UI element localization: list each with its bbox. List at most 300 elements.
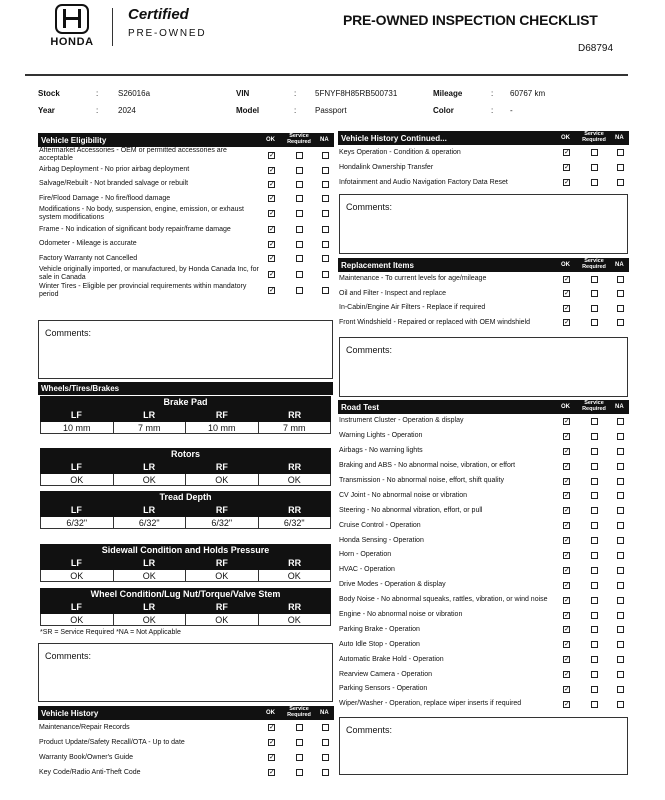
- na-checkbox[interactable]: [322, 271, 329, 278]
- na-checkbox[interactable]: [617, 418, 624, 425]
- vin-value: 5FNYF8H85RB500731: [315, 89, 398, 98]
- service-required-checkbox[interactable]: [591, 305, 598, 312]
- checklist-item-label: Drive Modes - Operation & display: [339, 581, 446, 589]
- ok-checkbox[interactable]: ✓: [564, 596, 570, 604]
- ok-checkbox[interactable]: ✓: [269, 226, 275, 233]
- checklist-row: [38, 164, 334, 177]
- service-required-checkbox[interactable]: [591, 597, 598, 604]
- ok-checkbox[interactable]: ✓: [564, 522, 570, 530]
- tread-depth-values: [40, 517, 331, 529]
- wheel-condition-values: [40, 614, 331, 626]
- comments-label: Comments:: [346, 345, 393, 355]
- na-checkbox[interactable]: [617, 582, 624, 589]
- tread-depth-columns: [40, 504, 331, 517]
- honda-h-icon: [55, 4, 89, 34]
- header-rule: [25, 74, 628, 76]
- service-required-checkbox[interactable]: [296, 195, 303, 202]
- checklist-item-label: Airbag Deployment - No prior airbag deployment: [39, 166, 190, 173]
- wheel-cond-lr: OK: [114, 614, 187, 626]
- service-required-checkbox[interactable]: [591, 492, 598, 499]
- na-checkbox[interactable]: [617, 701, 624, 708]
- ok-checkbox[interactable]: ✓: [269, 240, 275, 248]
- na-column-header: NA: [320, 137, 329, 143]
- checklist-item-label: Rearview Camera - Operation: [339, 670, 432, 678]
- ok-checkbox[interactable]: ✓: [564, 671, 570, 679]
- checklist-item-label: Horn - Operation: [339, 551, 392, 559]
- service-required-checkbox[interactable]: [296, 167, 303, 174]
- ok-column-header: OK: [266, 710, 275, 716]
- service-required-checkbox[interactable]: [591, 433, 598, 440]
- checklist-row: [338, 474, 629, 489]
- service-required-checkbox[interactable]: [591, 463, 598, 470]
- model-label: Model: [236, 106, 260, 115]
- vehicle-eligibility-section: [38, 133, 334, 299]
- ok-checkbox[interactable]: ✓: [564, 417, 570, 425]
- service-required-checkbox[interactable]: [296, 226, 303, 233]
- section-header: [338, 258, 629, 272]
- na-checkbox[interactable]: [617, 478, 624, 485]
- rotors-columns: [40, 461, 331, 474]
- service-required-checkbox[interactable]: [591, 701, 598, 708]
- checklist-item-label: Braking and ABS - No abnormal noise, vibration, or effort: [339, 462, 516, 470]
- service-required-checkbox[interactable]: [296, 241, 303, 248]
- comments-label: Comments:: [45, 328, 92, 338]
- checklist-item-label: Odometer - Mileage is accurate: [39, 240, 137, 247]
- na-checkbox[interactable]: [322, 210, 329, 217]
- wheel-condition-title: Wheel Condition/Lug Nut/Torque/Valve Stem: [40, 588, 331, 601]
- rotors-title: Rotors: [40, 448, 331, 461]
- checklist-row: [338, 287, 629, 302]
- ok-checkbox[interactable]: ✓: [269, 210, 275, 218]
- col-rr: RR: [288, 602, 302, 612]
- na-checkbox[interactable]: [617, 686, 624, 693]
- document-id: D68794: [578, 43, 614, 54]
- ok-checkbox[interactable]: ✓: [564, 507, 570, 515]
- service-required-checkbox[interactable]: [591, 164, 598, 171]
- na-checkbox[interactable]: [322, 754, 329, 761]
- ok-column-header: OK: [266, 137, 275, 143]
- ok-checkbox[interactable]: ✓: [564, 700, 570, 708]
- section-title: Vehicle History Continued...: [341, 134, 447, 143]
- checklist-row: [338, 414, 629, 429]
- checklist-item-label: Hondalink Ownership Transfer: [339, 163, 434, 171]
- service-required-checkbox[interactable]: [591, 641, 598, 648]
- service-required-checkbox[interactable]: [296, 724, 303, 731]
- ok-checkbox[interactable]: ✓: [564, 164, 570, 171]
- na-column-header: NA: [615, 262, 624, 268]
- tread-depth-grid: [40, 491, 331, 529]
- comments-label: Comments:: [45, 651, 92, 661]
- checklist-row: [338, 533, 629, 548]
- ok-checkbox[interactable]: ✓: [269, 255, 275, 262]
- ok-checkbox[interactable]: ✓: [564, 275, 570, 283]
- checklist-item-label: Parking Brake - Operation: [339, 625, 420, 633]
- ok-checkbox[interactable]: ✓: [269, 166, 275, 174]
- checklist-item-label: Front Windshield - Repaired or replaced with OEM windshield: [339, 318, 531, 326]
- na-checkbox[interactable]: [617, 641, 624, 648]
- certified-label: Certified: [128, 6, 189, 23]
- ok-column-header: OK: [561, 135, 570, 141]
- col-lf: LF: [70, 602, 82, 612]
- checklist-item-label: In-Cabin/Engine Air Filters - Replace if required: [339, 304, 486, 312]
- na-checkbox[interactable]: [617, 537, 624, 544]
- ok-checkbox[interactable]: ✓: [564, 319, 570, 327]
- na-column-header: NA: [615, 135, 624, 141]
- brake-pad-columns: [40, 409, 331, 422]
- service-required-checkbox[interactable]: [591, 478, 598, 485]
- ok-checkbox[interactable]: ✓: [564, 626, 570, 634]
- brake-pad-title: Brake Pad: [40, 396, 331, 409]
- ok-checkbox[interactable]: ✓: [564, 566, 570, 574]
- na-checkbox[interactable]: [617, 290, 624, 297]
- stock-value: S26016a: [118, 89, 151, 98]
- wheel-condition-grid: [40, 588, 331, 626]
- checklist-item-label: Keys Operation - Condition & operation: [339, 148, 461, 156]
- col-rr: RR: [288, 410, 302, 420]
- col-rf: RF: [215, 558, 228, 568]
- na-checkbox[interactable]: [617, 656, 624, 663]
- checklist-item-label: Infotainment and Audio Navigation Factory Data Reset: [339, 178, 508, 186]
- checklist-item-label: Warranty Book/Owner's Guide: [39, 753, 134, 761]
- checklist-item-label: Body Noise - No abnormal squeaks, rattles, vibration, or wind noise: [339, 596, 548, 604]
- ok-checkbox[interactable]: ✓: [564, 611, 570, 619]
- section-title: Vehicle Eligibility: [41, 136, 107, 145]
- tread-lf: 6/32": [40, 517, 114, 529]
- col-lf: LF: [70, 462, 82, 472]
- na-checkbox[interactable]: [617, 164, 624, 171]
- checklist-row: [338, 459, 629, 474]
- colon: :: [294, 106, 297, 115]
- na-checkbox[interactable]: [617, 149, 624, 156]
- tread-rr: 6/32": [259, 517, 332, 529]
- tread-lr: 6/32": [114, 517, 187, 529]
- color-label: Color: [433, 106, 454, 115]
- checklist-row: [338, 563, 629, 578]
- year-value: 2024: [118, 106, 136, 115]
- sidewall-grid: [40, 544, 331, 582]
- checklist-item-label: CV Joint - No abnormal noise or vibration: [339, 491, 468, 499]
- preowned-label: PRE-OWNED: [128, 28, 207, 39]
- history-continued-comments-box[interactable]: [339, 194, 628, 254]
- service-required-checkbox[interactable]: [591, 448, 598, 455]
- checklist-row: [338, 444, 629, 459]
- ok-checkbox[interactable]: ✓: [269, 754, 275, 761]
- na-checkbox[interactable]: [617, 433, 624, 440]
- na-checkbox[interactable]: [617, 522, 624, 529]
- checklist-row: [38, 237, 334, 251]
- checklist-row: [38, 750, 334, 765]
- checklist-item-label: Product Update/Safety Recall/OTA - Up to date: [39, 738, 185, 746]
- vehicle-history-continued-section: [338, 131, 629, 190]
- year-label: Year: [38, 106, 55, 115]
- service-required-checkbox[interactable]: [591, 612, 598, 619]
- ok-checkbox[interactable]: ✓: [564, 685, 570, 693]
- service-required-checkbox[interactable]: [296, 210, 303, 217]
- col-rf: RF: [215, 505, 228, 515]
- checklist-row: [38, 765, 334, 780]
- vehicle-info: [38, 89, 628, 123]
- sidewall-lr: OK: [114, 570, 187, 582]
- sidewall-title: Sidewall Condition and Holds Pressure: [40, 544, 331, 557]
- na-checkbox[interactable]: [617, 626, 624, 633]
- ok-column-header: OK: [561, 262, 570, 268]
- checklist-item-label: HVAC - Operation: [339, 566, 395, 574]
- na-checkbox[interactable]: [617, 597, 624, 604]
- checklist-row: [338, 652, 629, 667]
- rotors-grid: [40, 448, 331, 486]
- ok-checkbox[interactable]: ✓: [269, 287, 275, 295]
- service-required-column-header: Service Required: [582, 131, 606, 143]
- checklist-item-label: Instrument Cluster - Operation & display: [339, 417, 464, 425]
- service-required-checkbox[interactable]: [591, 656, 598, 663]
- ok-checkbox[interactable]: ✓: [564, 290, 570, 298]
- wheel-cond-lf: OK: [40, 614, 114, 626]
- ok-checkbox[interactable]: ✓: [564, 656, 570, 664]
- road-test-comments-box[interactable]: [339, 717, 628, 775]
- colon: :: [491, 106, 494, 115]
- ok-checkbox[interactable]: ✓: [269, 724, 275, 731]
- checklist-item-label: Honda Sensing - Operation: [339, 536, 424, 544]
- ok-checkbox[interactable]: ✓: [269, 769, 275, 776]
- service-required-checkbox[interactable]: [591, 507, 598, 514]
- service-required-checkbox[interactable]: [591, 522, 598, 529]
- checklist-row: [338, 593, 629, 608]
- checklist-item-label: Key Code/Radio Anti-Theft Code: [39, 768, 141, 776]
- col-lf: LF: [70, 558, 82, 568]
- service-required-checkbox[interactable]: [591, 179, 598, 186]
- ok-checkbox[interactable]: ✓: [564, 641, 570, 649]
- colon: :: [491, 89, 494, 98]
- ok-checkbox[interactable]: ✓: [269, 739, 275, 746]
- checklist-row: [338, 622, 629, 637]
- tread-depth-title: Tread Depth: [40, 491, 331, 504]
- service-required-checkbox[interactable]: [296, 769, 303, 776]
- service-required-checkbox[interactable]: [591, 319, 598, 326]
- col-lr: LR: [143, 462, 156, 472]
- logo-word: HONDA: [50, 36, 94, 48]
- ok-checkbox[interactable]: ✓: [564, 447, 570, 455]
- checklist-item-label: Warning Lights - Operation: [339, 432, 423, 440]
- col-lf: LF: [70, 505, 82, 515]
- ok-checkbox[interactable]: ✓: [269, 151, 275, 159]
- na-checkbox[interactable]: [322, 724, 329, 731]
- vehicle-history-section: [38, 706, 334, 780]
- na-checkbox[interactable]: [617, 448, 624, 455]
- mileage-label: Mileage: [433, 89, 463, 98]
- checklist-item-label: Transmission - No abnormal noise, effort, shift quality: [339, 477, 504, 484]
- col-rf: RF: [215, 602, 228, 612]
- service-required-column-header: Service Required: [287, 133, 311, 145]
- road-test-section: [338, 400, 629, 712]
- checklist-row: [38, 177, 334, 192]
- ok-column-header: OK: [561, 404, 570, 410]
- checklist-item-label: Maintenance - To current levels for age/mileage: [339, 275, 487, 283]
- page-title: PRE-OWNED INSPECTION CHECKLIST: [343, 12, 598, 28]
- checklist-row: [38, 206, 334, 223]
- na-checkbox[interactable]: [617, 305, 624, 312]
- eligibility-comments-box[interactable]: [38, 320, 333, 379]
- checklist-item-label: Engine - No abnormal noise or vibration: [339, 611, 463, 619]
- service-required-column-header: Service Required: [287, 706, 311, 718]
- checklist-item-label: Steering - No abnormal vibration, effort, or pull: [339, 506, 483, 514]
- service-required-checkbox[interactable]: [296, 255, 303, 262]
- checklist-row: [338, 488, 629, 503]
- wheel-cond-rf: OK: [186, 614, 259, 626]
- checklist-row: [338, 697, 629, 712]
- col-lr: LR: [143, 505, 156, 515]
- ok-checkbox[interactable]: ✓: [564, 581, 570, 589]
- na-checkbox[interactable]: [322, 255, 329, 262]
- checklist-item-label: Maintenance/Repair Records: [39, 723, 130, 731]
- section-title: Vehicle History: [41, 709, 99, 718]
- col-rr: RR: [288, 558, 302, 568]
- tread-rf: 6/32": [186, 517, 259, 529]
- brake-pad-lf: 10 mm: [40, 422, 114, 434]
- stock-label: Stock: [38, 89, 60, 98]
- brake-pad-values: [40, 422, 331, 434]
- checklist-row: [338, 637, 629, 652]
- info-row-1: [38, 89, 628, 106]
- na-checkbox[interactable]: [617, 671, 624, 678]
- section-header: [38, 133, 334, 147]
- ok-checkbox[interactable]: ✓: [564, 537, 570, 545]
- na-checkbox[interactable]: [617, 567, 624, 574]
- replacement-comments-box[interactable]: [339, 337, 628, 397]
- sidewall-lf: OK: [40, 570, 114, 582]
- col-rr: RR: [288, 505, 302, 515]
- na-checkbox[interactable]: [617, 319, 624, 326]
- checklist-row: [38, 147, 334, 164]
- na-checkbox[interactable]: [617, 276, 624, 283]
- checklist-row: [338, 272, 629, 287]
- ok-checkbox[interactable]: ✓: [564, 304, 570, 312]
- checklist-row: [38, 735, 334, 750]
- na-checkbox[interactable]: [322, 241, 329, 248]
- na-checkbox[interactable]: [322, 739, 329, 746]
- colon: :: [294, 89, 297, 98]
- comments-label: Comments:: [346, 202, 393, 212]
- service-required-checkbox[interactable]: [296, 271, 303, 278]
- col-rf: RF: [215, 410, 228, 420]
- checklist-item-label: Parking Sensors - Operation: [339, 685, 428, 693]
- na-checkbox[interactable]: [617, 179, 624, 186]
- na-checkbox[interactable]: [617, 492, 624, 499]
- model-value: Passport: [315, 106, 347, 115]
- na-checkbox[interactable]: [322, 152, 329, 159]
- colon: :: [96, 106, 99, 115]
- checklist-row: [38, 222, 334, 237]
- na-column-header: NA: [320, 710, 329, 716]
- ok-checkbox[interactable]: ✓: [564, 551, 570, 559]
- service-required-checkbox[interactable]: [591, 626, 598, 633]
- checklist-row: [38, 720, 334, 735]
- service-required-checkbox[interactable]: [591, 418, 598, 425]
- checklist-row: [38, 251, 334, 266]
- checklist-row: [338, 301, 629, 316]
- section-header: [338, 131, 629, 145]
- service-required-checkbox[interactable]: [591, 537, 598, 544]
- sidewall-rf: OK: [186, 570, 259, 582]
- service-required-checkbox[interactable]: [296, 739, 303, 746]
- service-required-checkbox[interactable]: [591, 290, 598, 297]
- na-checkbox[interactable]: [322, 226, 329, 233]
- service-required-checkbox[interactable]: [296, 152, 303, 159]
- rotors-values: [40, 474, 331, 486]
- ok-checkbox[interactable]: ✓: [269, 180, 275, 188]
- checklist-item-label: Automatic Brake Hold - Operation: [339, 655, 444, 663]
- col-lf: LF: [70, 410, 82, 420]
- vin-label: VIN: [236, 89, 250, 98]
- service-required-checkbox[interactable]: [296, 754, 303, 761]
- sidewall-columns: [40, 557, 331, 570]
- header-divider: [112, 8, 113, 46]
- col-lr: LR: [143, 558, 156, 568]
- ok-checkbox[interactable]: ✓: [564, 149, 570, 156]
- service-required-checkbox[interactable]: [591, 567, 598, 574]
- service-required-checkbox[interactable]: [591, 686, 598, 693]
- checklist-row: [338, 578, 629, 593]
- service-required-checkbox[interactable]: [591, 552, 598, 559]
- ok-checkbox[interactable]: ✓: [269, 195, 275, 202]
- checklist-item-label: Salvage/Rebuilt - Not branded salvage or rebuilt: [39, 180, 189, 187]
- ok-checkbox[interactable]: ✓: [269, 270, 275, 278]
- ok-checkbox[interactable]: ✓: [564, 179, 570, 186]
- checklist-row: [338, 175, 629, 190]
- checklist-row: [38, 283, 334, 300]
- wheels-comments-box[interactable]: [38, 643, 333, 702]
- rotors-lr: OK: [114, 474, 187, 486]
- checklist-item-label: Oil and Filter - Inspect and replace: [339, 289, 446, 297]
- col-lr: LR: [143, 410, 156, 420]
- na-checkbox[interactable]: [617, 507, 624, 514]
- service-required-checkbox[interactable]: [296, 181, 303, 188]
- service-required-checkbox[interactable]: [591, 149, 598, 156]
- info-row-2: [38, 106, 628, 123]
- service-required-checkbox[interactable]: [296, 287, 303, 294]
- service-required-checkbox[interactable]: [591, 671, 598, 678]
- service-required-checkbox[interactable]: [591, 276, 598, 283]
- brake-pad-rf: 10 mm: [186, 422, 259, 434]
- checklist-row: [338, 160, 629, 175]
- na-checkbox[interactable]: [617, 463, 624, 470]
- checklist-row: [38, 266, 334, 283]
- checklist-row: [38, 192, 334, 206]
- na-checkbox[interactable]: [322, 167, 329, 174]
- checklist-item-label: Auto Idle Stop - Operation: [339, 640, 420, 648]
- na-checkbox[interactable]: [617, 612, 624, 619]
- ok-checkbox[interactable]: ✓: [564, 462, 570, 470]
- checklist-row: [338, 608, 629, 623]
- ok-checkbox[interactable]: ✓: [564, 432, 570, 440]
- ok-checkbox[interactable]: ✓: [564, 492, 570, 500]
- na-checkbox[interactable]: [617, 552, 624, 559]
- brake-pad-rr: 7 mm: [259, 422, 332, 434]
- checklist-row: [338, 145, 629, 160]
- na-checkbox[interactable]: [322, 195, 329, 202]
- checklist-item-label: Cruise Control - Operation: [339, 521, 421, 529]
- na-checkbox[interactable]: [322, 287, 329, 294]
- checklist-item-label: Airbags - No warning lights: [339, 447, 423, 455]
- wheel-cond-rr: OK: [259, 614, 332, 626]
- service-required-checkbox[interactable]: [591, 582, 598, 589]
- ok-checkbox[interactable]: ✓: [564, 477, 570, 485]
- checklist-item-label: Winter Tires - Eligible per provincial requirements within mandatory period: [39, 282, 247, 298]
- checklist-item-label: Wiper/Washer - Operation, replace wiper inserts if required: [339, 700, 522, 708]
- checklist-row: [338, 316, 629, 331]
- na-checkbox[interactable]: [322, 181, 329, 188]
- na-checkbox[interactable]: [322, 769, 329, 776]
- mileage-value: 60767 km: [510, 89, 546, 98]
